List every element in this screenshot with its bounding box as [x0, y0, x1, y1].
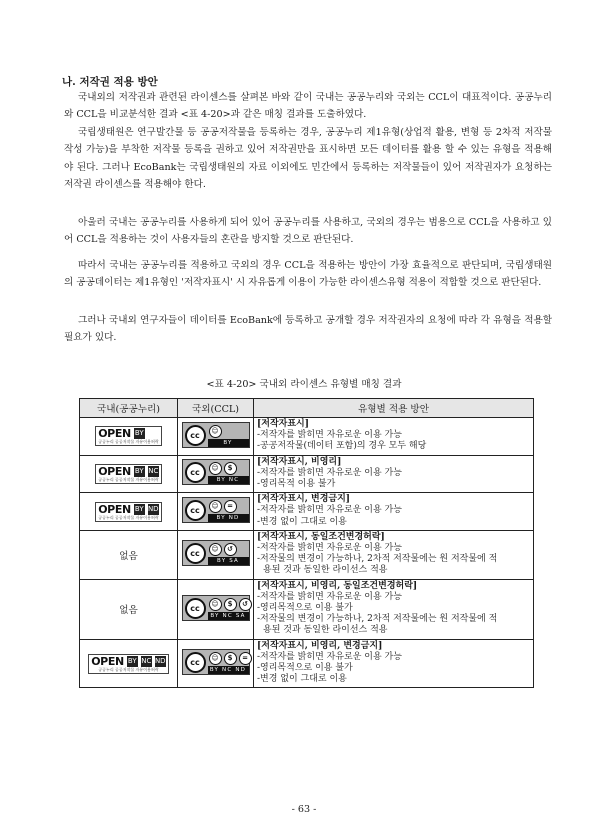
cc-condition-band: BY ND [208, 514, 249, 522]
kogl-open-license-badge [95, 426, 162, 446]
cc-condition-icons [209, 598, 252, 611]
paragraph-3: 아울러 국내는 공공누리를 사용하게 되어 있어 공공누리를 사용하고, 국외의 경우는 범용으로 CCL을 사용하고 있어 CCL을 적용하는 것이 사용자들의 혼란을 방지할 것으로 판단된다. [64, 217, 552, 246]
kogl-open-word: OPEN [98, 502, 131, 516]
kogl-badge-caption: 공공누리 공공저작물 자유이용허락 [98, 666, 159, 672]
international-license-cell [178, 530, 254, 579]
description-line: -변경 없이 그대로 이용 [257, 516, 347, 527]
table-row [80, 579, 534, 639]
international-license-cell [178, 418, 254, 456]
cc-logo-icon: cc [185, 462, 206, 483]
cc-by-icon: ☺ [209, 598, 222, 611]
description-line: -저작자를 밝히면 자유로운 이용 가능 [257, 651, 402, 662]
cc-badge-right [208, 460, 249, 486]
cc-logo-icon: cc [185, 598, 206, 619]
application-description-cell [254, 455, 534, 493]
table-row [80, 455, 534, 493]
kogl-badge-top [91, 656, 166, 667]
cc-condition-icons [209, 652, 252, 665]
domestic-license-cell [80, 493, 178, 531]
application-description-cell [254, 493, 534, 531]
kogl-mark-icon: ND [154, 656, 166, 665]
cc-logo-icon: cc [185, 543, 206, 564]
kogl-badge-top [98, 504, 159, 515]
table-row [80, 418, 534, 456]
cc-nd-icon: = [224, 500, 237, 513]
cc-condition-band: BY NC SA [208, 612, 249, 620]
domestic-license-cell [80, 530, 178, 579]
domestic-license-cell [80, 639, 178, 688]
cc-nd-icon: = [239, 652, 252, 665]
creative-commons-badge [182, 595, 250, 621]
cc-by-icon: ☺ [209, 543, 222, 556]
cc-condition-icons [209, 425, 222, 438]
license-type-title: [저작자표시, 비영리, 변경금지] [257, 640, 383, 651]
international-license-cell [178, 455, 254, 493]
description-line: 용된 것과 동일한 라이선스 적용 [263, 565, 388, 576]
license-type-title: [저작자표시, 비영리, 동일조건변경허락] [257, 580, 418, 591]
description-line: -공공저작물(데이터 포함)의 경우 모두 해당 [257, 441, 427, 452]
table-row [80, 639, 534, 688]
application-description-cell [254, 639, 534, 688]
kogl-open-license-badge [95, 464, 162, 484]
kogl-badge-caption: 공공누리 공공저작물 자유이용허락 [98, 439, 159, 445]
paragraph-4: 따라서 국내는 공공누리를 적용하고 국외의 경우 CCL을 적용하는 방안이 가장 효율적으로 판단되며, 국립생태원의 공공데이터는 제1유형인 '저작자표시' 시 자유롭게 이용이 가능한 라이센스유형 적용이 적합할 것으로 판단된다. [64, 260, 552, 289]
cc-sa-icon: ↺ [239, 598, 252, 611]
cc-condition-band: BY [208, 439, 249, 447]
description-line: -영리목적 이용 불가 [257, 479, 336, 490]
kogl-badge-top [98, 466, 159, 477]
description-line: -저작물의 변경이 가능하나, 2차적 저작물에는 원 저작물에 적 [257, 614, 498, 625]
description-line: -영리목적으로 이용 불가 [257, 663, 353, 674]
description-line: -저작물의 변경이 가능하나, 2차적 저작물에는 원 저작물에 적 [257, 554, 498, 565]
description-line: -저작자를 밝히면 자유로운 이용 가능 [257, 543, 402, 554]
description-line: -저작자를 밝히면 자유로운 이용 가능 [257, 430, 402, 441]
kogl-mark-icon: ND [147, 504, 159, 513]
creative-commons-badge [182, 422, 250, 448]
kogl-open-license-badge [88, 654, 169, 674]
cc-condition-icons [209, 500, 237, 513]
no-equivalent-label: 없음 [119, 550, 138, 562]
table-caption: <표 4-20> 국내외 라이센스 유형별 매칭 결과 [206, 379, 402, 390]
international-license-cell [178, 579, 254, 639]
cc-badge-right [208, 596, 249, 622]
cc-nc-icon: $ [224, 652, 237, 665]
kogl-badge-top [98, 428, 159, 439]
cc-nc-icon: $ [224, 462, 237, 475]
domestic-license-cell [80, 455, 178, 493]
section-heading: 나. 저작권 적용 방안 [62, 76, 158, 88]
kogl-mark-icon: NC [148, 466, 159, 475]
description-line: -영리목적으로 이용 불가 [257, 603, 353, 614]
cc-condition-band: BY NC [208, 476, 249, 484]
header-international: 국외(CCL) [178, 399, 254, 418]
kogl-mark-icon: BY [127, 656, 137, 665]
creative-commons-badge [182, 540, 250, 566]
license-type-title: [저작자표시, 동일조건변경허락] [257, 531, 385, 542]
cc-nc-icon: $ [224, 598, 237, 611]
cc-badge-right [208, 423, 249, 449]
license-matching-table [79, 398, 534, 688]
kogl-open-word: OPEN [98, 427, 131, 441]
application-description-cell [254, 579, 534, 639]
cc-by-icon: ☺ [209, 462, 222, 475]
domestic-license-cell [80, 579, 178, 639]
creative-commons-badge [182, 459, 250, 485]
cc-by-icon: ☺ [209, 652, 222, 665]
international-license-cell [178, 639, 254, 688]
kogl-open-word: OPEN [91, 654, 124, 668]
paragraph-2: 국립생태원은 연구발간물 등 공공저작물을 등록하는 경우, 공공누리 제1유형(상업적 활용, 변형 등 2차적 저작물 작성 가능)을 부착한 저작물 등록을 권하고 있어 저작권만을 표시하면 모든 데이터를 활용 할 수 있는 유형을 적용해야 된다. 그러나 EcoBank는 국립생태원의 자료 이외에도 민간에서 등록하는 저작물들이 있어 저작권자가 요청하는 저작권 라이센스를 적용해야 한다. [64, 127, 552, 190]
international-license-cell [178, 493, 254, 531]
table-row [80, 493, 534, 531]
page-number: - 63 - [291, 804, 317, 815]
creative-commons-badge [182, 497, 250, 523]
cc-condition-icons [209, 462, 237, 475]
kogl-mark-icon: BY [134, 429, 144, 438]
application-description-cell [254, 530, 534, 579]
creative-commons-badge [182, 649, 250, 675]
application-description-cell [254, 418, 534, 456]
kogl-badge-caption: 공공누리 공공저작물 자유이용허락 [98, 514, 159, 520]
license-type-title: [저작자표시, 비영리] [257, 456, 342, 467]
cc-badge-right [208, 541, 249, 567]
header-application: 유형별 적용 방안 [254, 399, 534, 418]
cc-by-icon: ☺ [209, 500, 222, 513]
no-equivalent-label: 없음 [119, 605, 138, 617]
cc-logo-icon: cc [185, 500, 206, 521]
kogl-mark-icon: BY [134, 466, 144, 475]
cc-logo-icon: cc [185, 425, 206, 446]
paragraph-1: 국내외의 저작권과 관련된 라이센스를 살펴본 바와 같이 국내는 공공누리와 국외는 CCL이 대표적이다. 공공누리와 CCL을 비교분석한 결과 <표 4-20>과 같은 매칭 결과를 도출하였다. [64, 92, 552, 121]
header-domestic: 국내(공공누리) [80, 399, 178, 418]
license-type-title: [저작자표시] [257, 419, 309, 429]
license-type-title: [저작자표시, 변경금지] [257, 494, 351, 505]
description-line: -저작자를 밝히면 자유로운 이용 가능 [257, 591, 402, 602]
cc-sa-icon: ↺ [224, 543, 237, 556]
table-body [80, 418, 534, 688]
kogl-open-license-badge [95, 502, 162, 522]
domestic-license-cell [80, 418, 178, 456]
table-row [80, 530, 534, 579]
kogl-mark-icon: BY [134, 504, 144, 513]
description-line: -저작자를 밝히면 자유로운 이용 가능 [257, 505, 402, 516]
cc-logo-icon: cc [185, 652, 206, 673]
kogl-open-word: OPEN [98, 464, 131, 478]
description-line: 용된 것과 동일한 라이선스 적용 [263, 625, 388, 636]
cc-condition-band: BY SA [208, 557, 249, 565]
cc-badge-right [208, 650, 249, 676]
kogl-mark-icon: NC [141, 656, 152, 665]
cc-by-icon: ☺ [209, 425, 222, 438]
description-line: -변경 없이 그대로 이용 [257, 674, 347, 685]
description-line: -저작자를 밝히면 자유로운 이용 가능 [257, 467, 402, 478]
cc-condition-band: BY NC ND [208, 666, 249, 674]
cc-badge-right [208, 498, 249, 524]
table-header-row [80, 399, 534, 418]
cc-condition-icons [209, 543, 237, 556]
paragraph-5: 그러나 국내외 연구자들이 데이터를 EcoBank에 등록하고 공개할 경우 저작권자의 요청에 따라 각 유형을 적용할 필요가 있다. [64, 315, 552, 344]
kogl-badge-caption: 공공누리 공공저작물 자유이용허락 [98, 476, 159, 482]
